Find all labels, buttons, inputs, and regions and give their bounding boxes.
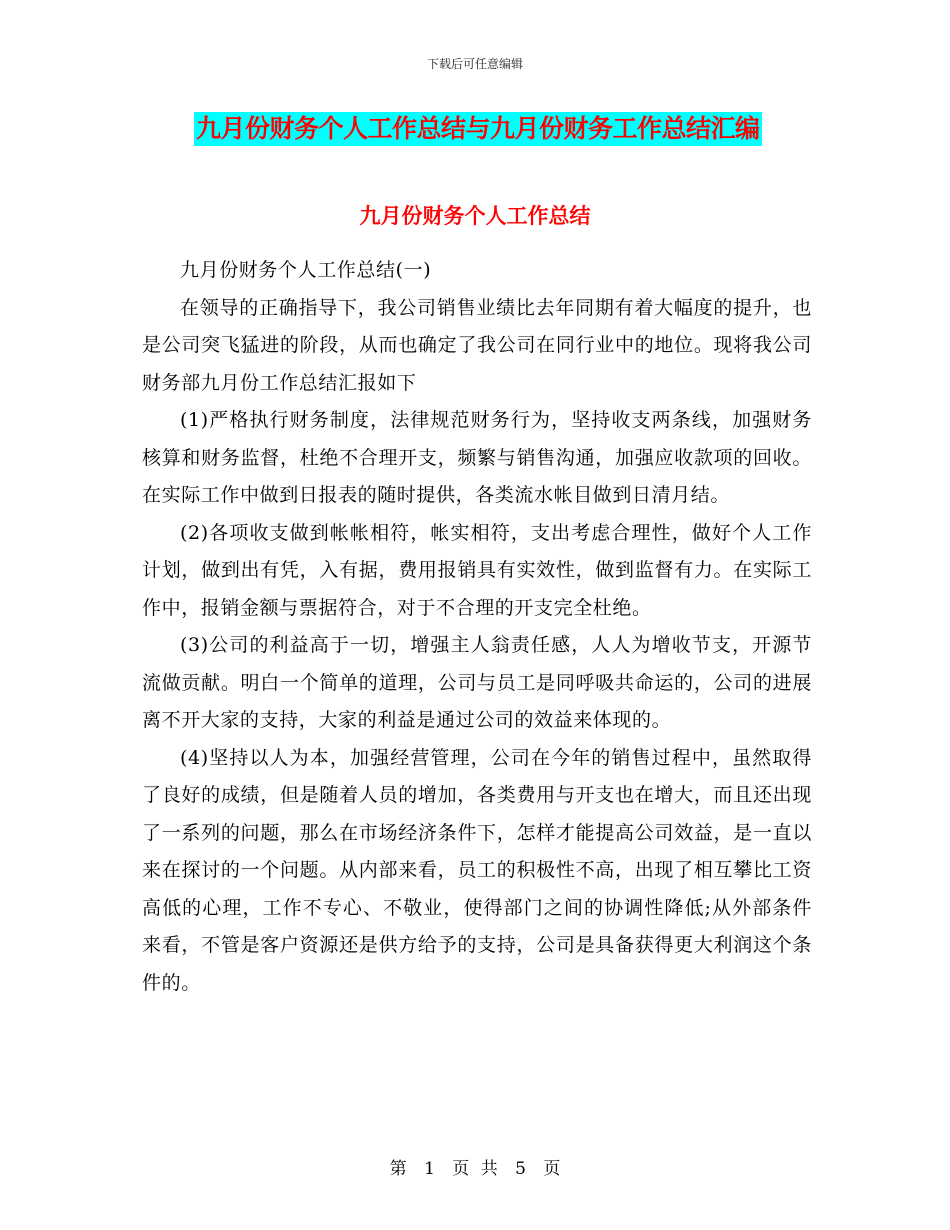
paragraph: 在领导的正确指导下，我公司销售业绩比去年同期有着大幅度的提升，也是公司突飞猛进的阶段，从而也确定了我公司在同行业中的地位。现将我公司财务部九月份工作总结汇报如下 (142, 296, 812, 394)
paragraph: (1)严格执行财务制度，法律规范财务行为，坚持收支两条线，加强财务核算和财务监督，杜绝不合理开支，频繁与销售沟通，加强应收款项的回收。在实际工作中做到日报表的随时提供，各类流水帐目做到日清月结。 (142, 409, 812, 506)
page-total: 5 (515, 1159, 526, 1179)
footer-prefix: 第 (389, 1159, 407, 1179)
footer-suffix: 页 (543, 1159, 561, 1179)
document-body (142, 252, 812, 1002)
paragraph-heading: 九月份财务个人工作总结(一) (180, 259, 432, 281)
document-title: 九月份财务个人工作总结与九月份财务工作总结汇编 (194, 112, 762, 146)
paragraph: (3)公司的利益高于一切，增强主人翁责任感，人人为增收节支，开源节流做贡献。明白一个简单的道理，公司与员工是同呼吸共命运的，公司的进展离不开大家的支持，大家的利益是通过公司的效益来体现的。 (142, 634, 812, 731)
footer-middle: 页 共 (452, 1159, 498, 1179)
paragraph: (4)坚持以人为本，加强经营管理，公司在今年的销售过程中，虽然取得了良好的成绩，但是随着人员的增加，各类费用与开支也在增大，而且还出现了一系列的问题，那么在市场经济条件下，怎样才能提高公司效益，是一直以来在探讨的一个问题。从内部来看，员工的积极性不高，出现了相互攀比工资高低的心理，工作不专心、不敬业，使得部门之间的协调性降低;从外部条件来看，不管是客户资源还是供方给予的支持，公司是具备获得更大利润这个条件的。 (142, 746, 812, 994)
section-title: 九月份财务个人工作总结 (359, 203, 591, 228)
paragraph: (2)各项收支做到帐帐相符，帐实相符，支出考虑合理性，做好个人工作计划，做到出有凭，入有据，费用报销具有实效性，做到监督有力。在实际工作中，报销金额与票据符合，对于不合理的开支完全杜绝。 (142, 521, 812, 619)
page-footer (0, 1154, 950, 1179)
header-note: 下载后可任意编辑 (426, 57, 523, 71)
page-number: 1 (424, 1159, 435, 1179)
